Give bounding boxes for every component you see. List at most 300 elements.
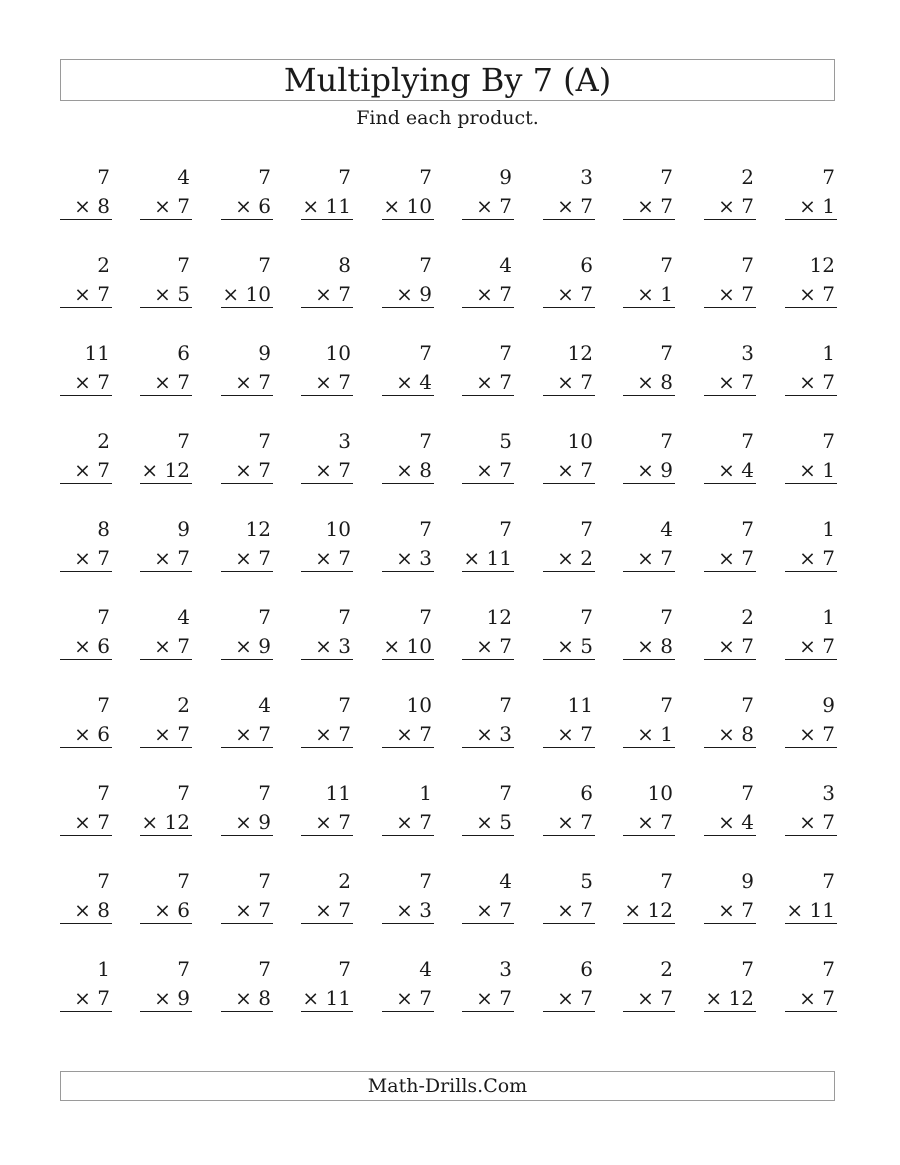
multiplicand: 2: [97, 429, 110, 453]
multiplier: × 3: [315, 634, 351, 658]
multiplier: × 7: [154, 546, 190, 570]
problem-item: [301, 782, 353, 842]
problem-item: [785, 694, 837, 754]
multiplier: × 7: [476, 898, 512, 922]
multiplier: × 7: [557, 194, 593, 218]
problem-item: [60, 870, 112, 930]
problem-item: [382, 782, 434, 842]
answer-line: [140, 659, 192, 660]
answer-line: [301, 219, 353, 220]
problem-item: [301, 430, 353, 490]
answer-line: [543, 1011, 595, 1012]
answer-line: [60, 307, 112, 308]
answer-line: [623, 483, 675, 484]
problem-item: [60, 958, 112, 1018]
problem-item: [462, 958, 514, 1018]
answer-line: [221, 923, 273, 924]
multiplicand: 7: [97, 869, 110, 893]
multiplier: × 7: [637, 810, 673, 834]
answer-line: [382, 747, 434, 748]
multiplicand: 7: [741, 693, 754, 717]
answer-line: [382, 395, 434, 396]
multiplier: × 1: [799, 458, 835, 482]
multiplier: × 10: [222, 282, 271, 306]
answer-line: [623, 835, 675, 836]
multiplier: × 9: [235, 810, 271, 834]
multiplicand: 12: [245, 517, 271, 541]
multiplier: × 7: [74, 810, 110, 834]
problem-item: [140, 254, 192, 314]
problem-item: [60, 518, 112, 578]
multiplier: × 7: [557, 458, 593, 482]
problem-item: [785, 606, 837, 666]
problem-item: [704, 342, 756, 402]
multiplier: × 5: [557, 634, 593, 658]
multiplier: × 7: [637, 986, 673, 1010]
multiplier: × 10: [383, 634, 432, 658]
problem-item: [382, 342, 434, 402]
answer-line: [623, 571, 675, 572]
multiplier: × 9: [637, 458, 673, 482]
multiplier: × 7: [315, 458, 351, 482]
multiplier: × 6: [74, 722, 110, 746]
answer-line: [60, 835, 112, 836]
problem-item: [382, 958, 434, 1018]
answer-line: [543, 307, 595, 308]
multiplier: × 3: [396, 546, 432, 570]
answer-line: [623, 923, 675, 924]
answer-line: [301, 483, 353, 484]
answer-line: [785, 395, 837, 396]
multiplier: × 8: [718, 722, 754, 746]
answer-line: [221, 307, 273, 308]
answer-line: [462, 307, 514, 308]
multiplier: × 7: [799, 282, 835, 306]
problem-item: [382, 870, 434, 930]
multiplier: × 7: [476, 194, 512, 218]
multiplier: × 7: [154, 370, 190, 394]
problem-item: [140, 342, 192, 402]
problem-item: [60, 782, 112, 842]
multiplier: × 7: [396, 810, 432, 834]
answer-line: [382, 571, 434, 572]
multiplier: × 7: [74, 546, 110, 570]
problem-item: [623, 870, 675, 930]
multiplier: × 7: [315, 370, 351, 394]
multiplier: × 6: [235, 194, 271, 218]
multiplicand: 2: [97, 253, 110, 277]
answer-line: [301, 835, 353, 836]
multiplicand: 10: [406, 693, 432, 717]
answer-line: [221, 483, 273, 484]
answer-line: [704, 747, 756, 748]
multiplier: × 11: [302, 194, 351, 218]
multiplier: × 3: [476, 722, 512, 746]
problem-item: [543, 430, 595, 490]
multiplicand: 9: [741, 869, 754, 893]
problem-item: [382, 518, 434, 578]
answer-line: [785, 1011, 837, 1012]
answer-line: [543, 395, 595, 396]
problem-item: [221, 518, 273, 578]
multiplicand: 7: [499, 517, 512, 541]
answer-line: [543, 747, 595, 748]
problem-item: [301, 958, 353, 1018]
answer-line: [140, 747, 192, 748]
multiplier: × 2: [557, 546, 593, 570]
multiplier: × 7: [637, 194, 673, 218]
problem-item: [785, 870, 837, 930]
multiplicand: 7: [822, 165, 835, 189]
problem-item: [785, 342, 837, 402]
multiplier: × 7: [718, 370, 754, 394]
multiplicand: 7: [741, 957, 754, 981]
answer-line: [140, 1011, 192, 1012]
multiplicand: 7: [822, 429, 835, 453]
multiplicand: 9: [177, 517, 190, 541]
answer-line: [382, 835, 434, 836]
problem-item: [301, 694, 353, 754]
answer-line: [623, 307, 675, 308]
multiplicand: 4: [419, 957, 432, 981]
answer-line: [785, 307, 837, 308]
answer-line: [221, 747, 273, 748]
multiplicand: 7: [419, 253, 432, 277]
multiplier: × 7: [315, 546, 351, 570]
problem-item: [623, 166, 675, 226]
problem-item: [785, 958, 837, 1018]
answer-line: [704, 923, 756, 924]
problem-item: [623, 342, 675, 402]
problem-item: [60, 694, 112, 754]
multiplier: × 4: [718, 458, 754, 482]
multiplicand: 12: [809, 253, 835, 277]
answer-line: [785, 483, 837, 484]
problem-item: [543, 606, 595, 666]
problem-item: [140, 782, 192, 842]
answer-line: [623, 659, 675, 660]
problem-item: [543, 342, 595, 402]
multiplier: × 7: [476, 634, 512, 658]
multiplier: × 10: [383, 194, 432, 218]
answer-line: [543, 219, 595, 220]
multiplier: × 6: [154, 898, 190, 922]
multiplicand: 10: [647, 781, 673, 805]
problem-item: [704, 958, 756, 1018]
problem-item: [301, 166, 353, 226]
problem-item: [301, 342, 353, 402]
multiplier: × 7: [315, 282, 351, 306]
answer-line: [704, 483, 756, 484]
problem-item: [543, 782, 595, 842]
problem-item: [140, 166, 192, 226]
answer-line: [623, 1011, 675, 1012]
problem-item: [543, 254, 595, 314]
answer-line: [704, 659, 756, 660]
multiplier: × 7: [235, 458, 271, 482]
multiplicand: 10: [567, 429, 593, 453]
multiplicand: 1: [822, 605, 835, 629]
answer-line: [221, 219, 273, 220]
multiplier: × 8: [74, 898, 110, 922]
problem-item: [462, 430, 514, 490]
problem-item: [301, 518, 353, 578]
multiplicand: 1: [419, 781, 432, 805]
answer-line: [382, 923, 434, 924]
answer-line: [462, 923, 514, 924]
multiplier: × 7: [315, 810, 351, 834]
multiplicand: 7: [338, 165, 351, 189]
multiplicand: 4: [258, 693, 271, 717]
multiplicand: 4: [499, 253, 512, 277]
multiplicand: 2: [660, 957, 673, 981]
multiplicand: 7: [660, 165, 673, 189]
multiplicand: 4: [177, 165, 190, 189]
answer-line: [704, 219, 756, 220]
problem-item: [462, 870, 514, 930]
multiplicand: 7: [499, 781, 512, 805]
multiplier: × 7: [154, 634, 190, 658]
multiplicand: 7: [258, 957, 271, 981]
multiplier: × 11: [786, 898, 835, 922]
multiplicand: 7: [258, 165, 271, 189]
problem-item: [785, 782, 837, 842]
multiplicand: 7: [741, 781, 754, 805]
multiplicand: 6: [580, 781, 593, 805]
multiplicand: 7: [177, 429, 190, 453]
multiplier: × 12: [141, 810, 190, 834]
multiplier: × 12: [624, 898, 673, 922]
answer-line: [382, 1011, 434, 1012]
answer-line: [462, 747, 514, 748]
multiplicand: 5: [499, 429, 512, 453]
problem-item: [301, 254, 353, 314]
answer-line: [140, 219, 192, 220]
multiplier: × 9: [396, 282, 432, 306]
multiplier: × 1: [637, 282, 673, 306]
answer-line: [221, 1011, 273, 1012]
problem-item: [704, 606, 756, 666]
answer-line: [60, 483, 112, 484]
multiplier: × 7: [799, 810, 835, 834]
multiplicand: 3: [338, 429, 351, 453]
multiplier: × 8: [235, 986, 271, 1010]
multiplier: × 7: [799, 722, 835, 746]
multiplier: × 1: [637, 722, 673, 746]
multiplier: × 7: [557, 986, 593, 1010]
answer-line: [221, 835, 273, 836]
answer-line: [704, 307, 756, 308]
multiplier: × 7: [799, 986, 835, 1010]
multiplicand: 6: [177, 341, 190, 365]
answer-line: [301, 659, 353, 660]
multiplier: × 3: [396, 898, 432, 922]
footer-box: [60, 1071, 835, 1101]
multiplicand: 7: [660, 869, 673, 893]
problem-item: [221, 606, 273, 666]
problem-item: [623, 606, 675, 666]
problem-item: [140, 518, 192, 578]
problem-item: [221, 254, 273, 314]
multiplicand: 7: [419, 165, 432, 189]
answer-line: [785, 219, 837, 220]
multiplicand: 9: [499, 165, 512, 189]
problem-item: [785, 518, 837, 578]
multiplier: × 7: [154, 194, 190, 218]
problem-item: [462, 342, 514, 402]
multiplier: × 4: [396, 370, 432, 394]
answer-line: [382, 483, 434, 484]
problem-item: [60, 254, 112, 314]
multiplier: × 8: [396, 458, 432, 482]
multiplier: × 9: [154, 986, 190, 1010]
problem-item: [221, 166, 273, 226]
multiplicand: 7: [177, 781, 190, 805]
multiplicand: 7: [660, 253, 673, 277]
multiplier: × 7: [718, 194, 754, 218]
problem-item: [301, 870, 353, 930]
multiplier: × 7: [799, 634, 835, 658]
multiplicand: 9: [822, 693, 835, 717]
multiplier: × 7: [799, 546, 835, 570]
multiplicand: 7: [419, 429, 432, 453]
multiplier: × 7: [396, 722, 432, 746]
multiplicand: 3: [580, 165, 593, 189]
multiplicand: 7: [177, 253, 190, 277]
problem-item: [704, 430, 756, 490]
multiplicand: 7: [258, 869, 271, 893]
answer-line: [704, 571, 756, 572]
multiplicand: 7: [660, 429, 673, 453]
multiplier: × 7: [557, 282, 593, 306]
problem-item: [704, 254, 756, 314]
problem-item: [60, 606, 112, 666]
answer-line: [60, 219, 112, 220]
multiplier: × 7: [74, 458, 110, 482]
multiplicand: 7: [741, 253, 754, 277]
multiplier: × 7: [718, 546, 754, 570]
problem-item: [140, 694, 192, 754]
answer-line: [623, 219, 675, 220]
multiplicand: 2: [177, 693, 190, 717]
multiplier: × 7: [315, 722, 351, 746]
answer-line: [301, 395, 353, 396]
multiplier: × 4: [718, 810, 754, 834]
answer-line: [785, 747, 837, 748]
problem-item: [704, 782, 756, 842]
multiplier: × 7: [557, 722, 593, 746]
problem-item: [623, 254, 675, 314]
multiplier: × 7: [557, 810, 593, 834]
problem-item: [140, 870, 192, 930]
answer-line: [60, 1011, 112, 1012]
multiplicand: 7: [741, 429, 754, 453]
answer-line: [60, 923, 112, 924]
multiplier: × 9: [235, 634, 271, 658]
multiplicand: 12: [567, 341, 593, 365]
multiplicand: 7: [419, 869, 432, 893]
page-title: Multiplying By 7 (A): [283, 61, 612, 99]
multiplier: × 7: [235, 722, 271, 746]
multiplicand: 3: [822, 781, 835, 805]
answer-line: [704, 1011, 756, 1012]
multiplier: × 7: [315, 898, 351, 922]
problem-item: [704, 694, 756, 754]
problem-item: [462, 606, 514, 666]
multiplicand: 11: [567, 693, 593, 717]
instructions: Find each product.: [356, 107, 539, 129]
multiplicand: 4: [499, 869, 512, 893]
multiplier: × 7: [799, 370, 835, 394]
problem-item: [462, 518, 514, 578]
multiplicand: 6: [580, 253, 593, 277]
problem-item: [221, 782, 273, 842]
multiplicand: 7: [660, 341, 673, 365]
answer-line: [140, 571, 192, 572]
problem-item: [140, 430, 192, 490]
multiplicand: 7: [177, 957, 190, 981]
multiplier: × 7: [476, 986, 512, 1010]
problem-item: [221, 694, 273, 754]
multiplier: × 7: [476, 370, 512, 394]
multiplicand: 7: [580, 517, 593, 541]
problem-item: [543, 166, 595, 226]
problem-item: [221, 958, 273, 1018]
multiplicand: 7: [660, 605, 673, 629]
problem-item: [785, 254, 837, 314]
multiplicand: 11: [325, 781, 351, 805]
answer-line: [462, 395, 514, 396]
multiplicand: 10: [325, 517, 351, 541]
answer-line: [382, 307, 434, 308]
answer-line: [301, 571, 353, 572]
multiplier: × 7: [718, 282, 754, 306]
answer-line: [382, 659, 434, 660]
problem-item: [623, 958, 675, 1018]
answer-line: [462, 483, 514, 484]
multiplicand: 7: [822, 957, 835, 981]
multiplier: × 7: [718, 634, 754, 658]
answer-line: [785, 835, 837, 836]
multiplicand: 7: [338, 957, 351, 981]
answer-line: [462, 1011, 514, 1012]
answer-line: [301, 747, 353, 748]
multiplicand: 9: [258, 341, 271, 365]
answer-line: [221, 395, 273, 396]
multiplicand: 7: [97, 165, 110, 189]
answer-line: [140, 923, 192, 924]
problem-item: [382, 166, 434, 226]
multiplicand: 7: [258, 429, 271, 453]
multiplicand: 7: [499, 693, 512, 717]
multiplier: × 1: [799, 194, 835, 218]
problem-item: [221, 870, 273, 930]
multiplicand: 7: [580, 605, 593, 629]
multiplier: × 8: [74, 194, 110, 218]
multiplicand: 7: [499, 341, 512, 365]
problem-item: [704, 870, 756, 930]
multiplicand: 11: [84, 341, 110, 365]
problem-item: [543, 518, 595, 578]
problem-item: [221, 430, 273, 490]
multiplier: × 7: [396, 986, 432, 1010]
multiplicand: 5: [580, 869, 593, 893]
answer-line: [462, 659, 514, 660]
answer-line: [785, 571, 837, 572]
problem-item: [382, 430, 434, 490]
multiplier: × 7: [235, 370, 271, 394]
multiplicand: 7: [419, 605, 432, 629]
